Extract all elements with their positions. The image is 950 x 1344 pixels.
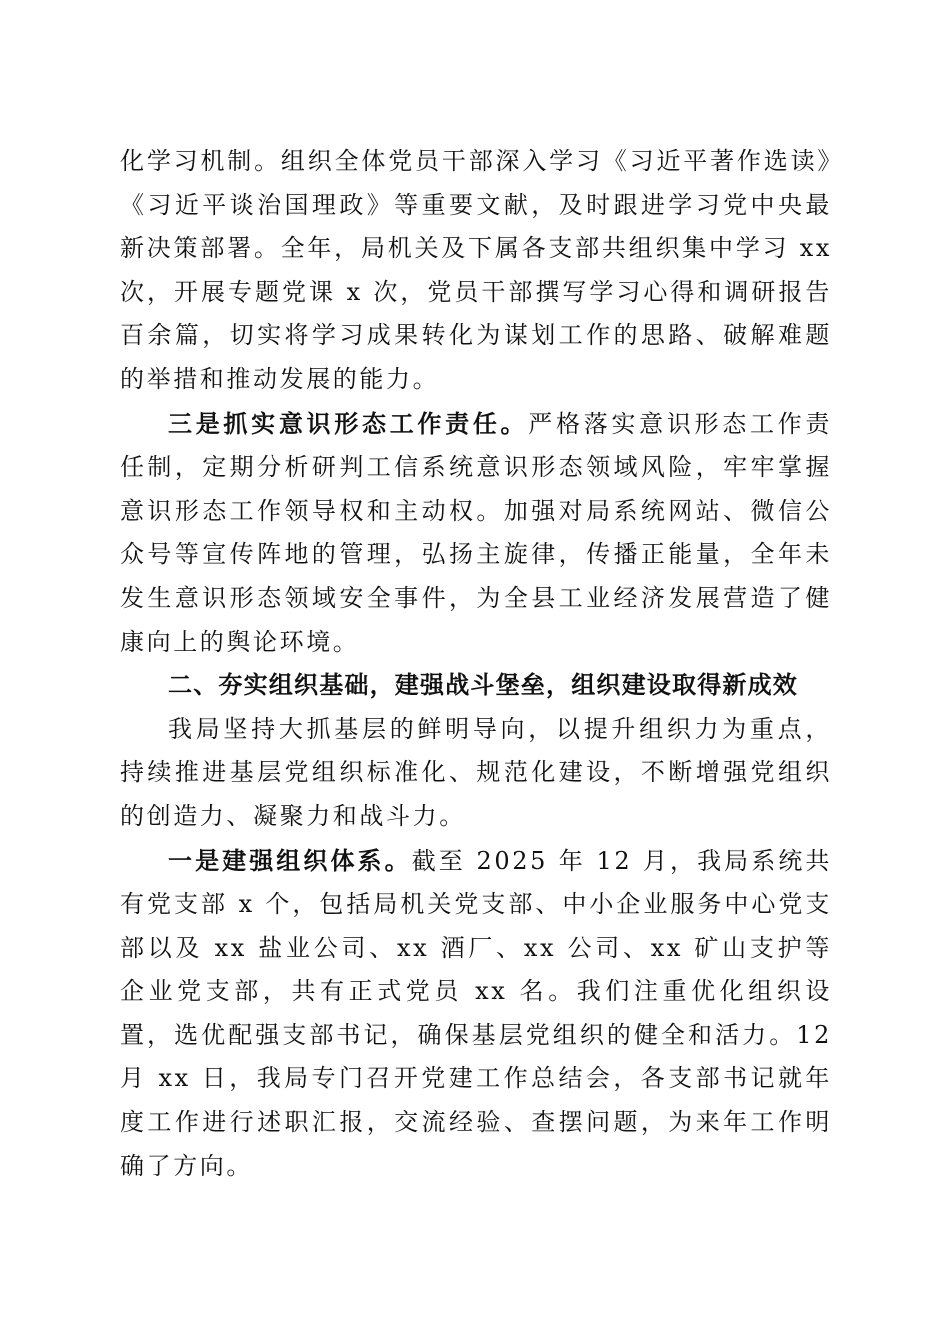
paragraph-ideology-responsibility [120,402,832,665]
paragraph-study-mechanism: 化学习机制。组织全体党员干部深入学习《习近平著作选读》《习近平谈治国理政》等重要文献，及时跟进学习党中央最新决策部署。全年，局机关及下属各支部共组织集中学习 xx 次，开展专题党课 x 次，党员干部撰写学习心得和调研报告百余篇，切实将学习成果转化为谋划工作的思路、破解难题的举措和推动发展的能力。 [120,147,832,393]
paragraph-organization-intro: 我局坚持大抓基层的鲜明导向，以提升组织力为重点，持续推进基层党组织标准化、规范化建设，不断增强党组织的创造力、凝聚力和战斗力。 [120,714,832,830]
section-heading-organization: 二、夯实组织基础，建强战斗堡垒，组织建设取得新成效 [168,671,798,700]
paragraph-lead-ideology: 三是抓实意识形态工作责任。 [168,408,529,438]
paragraph-body-ideology: 严格落实意识形态工作责任制，定期分析研判工信系统意识形态领域风险，牢牢掌握意识形态工作领导权和主动权。加强对局系统网站、微信公众号等宣传阵地的管理，弘扬主旋律，传播正能量，全年未发生意识形态领域安全事件，为全县工业经济发展营造了健康向上的舆论环境。 [120,409,832,656]
document-body [120,140,832,1188]
paragraph-lead-organization: 一是建强组织体系。 [168,845,412,875]
paragraph-organization-system [120,839,832,1189]
paragraph-body-organization: 截至 2025 年 12 月，我局系统共有党支部 x 个，包括局机关党支部、中小企业服务中心党支部以及 xx 盐业公司、xx 酒厂、xx 公司、xx 矿山支护等企业党支部，共有正式党员 xx 名。我们注重优化组织设置，选优配强支部书记，确保基层党组织的健全和活力。12 月 xx 日，我局专门召开党建工作总结会，各支部书记就年度工作进行述职汇报，交流经验、查摆问题，为来年工作明确了方向。 [120,846,832,1180]
